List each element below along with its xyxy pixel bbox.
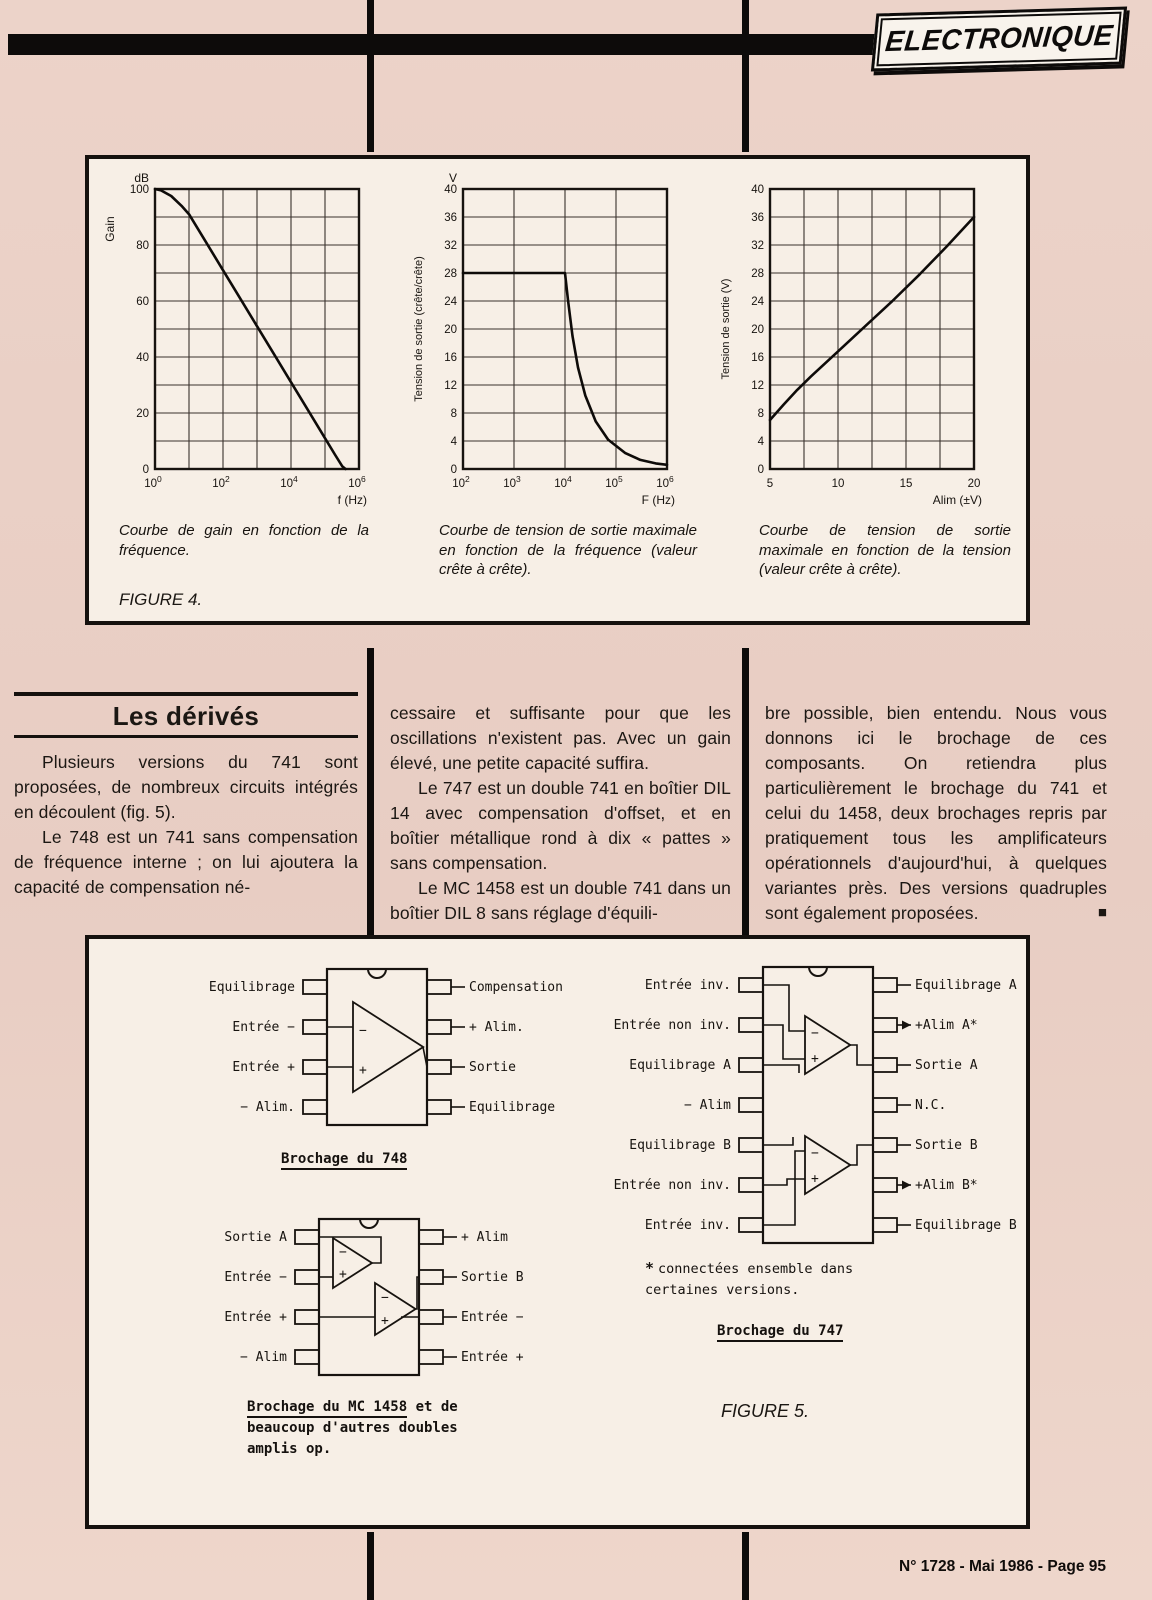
svg-text:+ Alim.: + Alim. (469, 1020, 524, 1035)
svg-text:Entrée +: Entrée + (232, 1060, 295, 1075)
svg-text:24: 24 (443, 296, 457, 308)
svg-text:20: 20 (751, 324, 764, 336)
svg-text:104: $10^4$ (280, 474, 298, 490)
svg-text:4: 4 (450, 436, 457, 448)
gain-vs-frequency-chart (101, 169, 401, 521)
svg-text:Entrée non inv.: Entrée non inv. (613, 1018, 731, 1033)
article-column-3 (765, 701, 1107, 926)
svg-text:20: 20 (443, 324, 457, 336)
svg-text:+: + (811, 1171, 819, 1187)
svg-text:16: 16 (443, 352, 457, 364)
svg-text:Entrée −: Entrée − (232, 1020, 295, 1035)
svg-text:24: 24 (751, 296, 764, 308)
svg-text:Equilibrage A: Equilibrage A (915, 978, 1017, 993)
magazine-logo-text: ELECTRONIQUE (883, 19, 1115, 58)
svg-text:10: 10 (831, 478, 845, 490)
svg-text:Tension de sortie (crête/crête: Tension de sortie (crête/crête) (412, 256, 425, 402)
svg-text:40: 40 (443, 184, 457, 196)
svg-text:Sortie B: Sortie B (461, 1270, 524, 1285)
svg-text:4: 4 (757, 436, 764, 448)
svg-text:104: $10^4$ (553, 474, 572, 490)
svg-text:Equilibrage: Equilibrage (208, 980, 295, 995)
svg-text:−: − (359, 1023, 367, 1039)
paragraph: Plusieurs versions du 741 sont proposées, de nombreux circuits intégrés en découlent (fig. 5). (14, 752, 358, 822)
svg-text:28: 28 (751, 268, 764, 280)
caption-748 (281, 1151, 407, 1167)
svg-text:Entrée inv.: Entrée inv. (644, 978, 731, 993)
svg-text:102: $10^2$ (212, 474, 230, 490)
caption-mc1458 (247, 1397, 483, 1460)
svg-text:Entrée +: Entrée + (461, 1350, 524, 1365)
svg-text:106: $10^6$ (655, 474, 674, 490)
caption-747-text: Brochage du 747 (717, 1323, 843, 1342)
svg-text:0: 0 (450, 464, 457, 476)
charts-row (89, 159, 1026, 521)
svg-text:+: + (381, 1313, 389, 1329)
svg-text:16: 16 (751, 352, 764, 364)
svg-text:Sortie A: Sortie A (915, 1058, 978, 1073)
svg-text:32: 32 (443, 240, 457, 252)
chart-caption-voltage-supply: Courbe de tension de sortie maximale en fonction de la tension (valeur crête à crête). (759, 522, 1011, 578)
article-end-mark: ■ (1097, 904, 1107, 921)
svg-text:+: + (811, 1051, 819, 1067)
svg-text:dB: dB (134, 171, 149, 185)
svg-text:106: $10^6$ (348, 474, 366, 490)
output-voltage-vs-frequency-chart (409, 169, 709, 521)
svg-text:−: − (381, 1290, 389, 1306)
svg-text:+Alim A*: +Alim A* (915, 1018, 978, 1033)
svg-text:−: − (339, 1245, 347, 1260)
svg-text:8: 8 (757, 408, 764, 420)
svg-text:+: + (339, 1267, 347, 1282)
chart-captions-row (89, 521, 1026, 580)
svg-text:+Alim B*: +Alim B* (915, 1178, 978, 1193)
chart-caption-gain: Courbe de gain en fonction de la fréquence. (119, 522, 369, 559)
figure5-label: FIGURE 5. (721, 1401, 810, 1421)
figure4-box (85, 155, 1030, 625)
svg-text:100: 100 (129, 184, 149, 196)
paragraph (765, 701, 1107, 926)
svg-text:0: 0 (142, 464, 149, 476)
svg-text:Entrée non inv.: Entrée non inv. (613, 1178, 731, 1193)
caption-748-text: Brochage du 748 (281, 1151, 407, 1170)
svg-text:105: $10^5$ (604, 474, 623, 490)
svg-text:Gain: Gain (103, 216, 117, 242)
column-rule (367, 648, 374, 935)
svg-text:Entrée inv.: Entrée inv. (644, 1218, 731, 1233)
svg-text:40: 40 (751, 184, 764, 196)
column-rule (367, 0, 374, 152)
paragraph: Le 747 est un double 741 en boîtier DIL 14 avec compensation d'offset, et en boîtier métallique rond à dix « pattes » sans compensation. (390, 778, 731, 873)
svg-text:Equilibrage: Equilibrage (469, 1100, 556, 1115)
svg-text:36: 36 (751, 212, 764, 224)
svg-text:−: − (811, 1025, 819, 1041)
svg-text:Compensation: Compensation (469, 980, 563, 995)
svg-text:−: − (811, 1145, 819, 1161)
svg-text:f (Hz): f (Hz) (337, 493, 367, 507)
svg-text:20: 20 (136, 408, 149, 420)
svg-text:12: 12 (443, 380, 457, 392)
svg-text:N.C.: N.C. (915, 1098, 947, 1113)
svg-text:+: + (359, 1063, 367, 1078)
svg-text:103: $10^3$ (502, 474, 521, 490)
svg-text:Entrée −: Entrée − (224, 1270, 287, 1285)
paragraph: Le 748 est un 741 sans compensation de fréquence interne ; on lui ajoutera la capacité de compensation né- (14, 827, 358, 897)
svg-text:28: 28 (443, 268, 457, 280)
column-rule (742, 648, 749, 935)
svg-text:− Alim: − Alim (684, 1098, 731, 1113)
caption-mc1458-main: Brochage du MC 1458 (247, 1399, 407, 1418)
section-heading-wrap (14, 692, 358, 738)
svg-text:60: 60 (136, 296, 149, 308)
svg-text:20: 20 (967, 478, 981, 490)
svg-text:15: 15 (899, 478, 913, 490)
svg-text:Sortie: Sortie (469, 1060, 516, 1075)
svg-text:12: 12 (751, 380, 764, 392)
svg-text:Entrée +: Entrée + (224, 1310, 287, 1325)
svg-text:5: 5 (766, 478, 774, 490)
article-column-1 (14, 692, 358, 900)
output-voltage-vs-supply-chart (716, 169, 1016, 521)
svg-text:F (Hz): F (Hz) (641, 493, 675, 507)
svg-text:Entrée −: Entrée − (461, 1310, 524, 1325)
paragraph-text: bre possible, bien entendu. Nous vous donnons ici le brochage de ces composants. On retiendra plus particulièrement le brochage du 741 et celui du 1458, deux brochages repris par pratiquement tous les amplificateurs opérationnels d'aujourd'hui, à quelques variantes près. Des versions quadruples sont également proposées. (765, 703, 1107, 923)
svg-text:Sortie B: Sortie B (915, 1138, 978, 1153)
chart-caption-voltage-frequency: Courbe de tension de sortie maximale en fonction de la fréquence (valeur crête à crête). (439, 522, 697, 578)
pinout-747-diagram (577, 957, 1027, 1287)
figure5-box (85, 935, 1030, 1529)
svg-text:40: 40 (136, 352, 149, 364)
column-rule (742, 0, 749, 152)
svg-text:+ Alim: + Alim (461, 1230, 508, 1245)
asterisk-mark: * (645, 1259, 655, 1277)
svg-text:Equilibrage B: Equilibrage B (629, 1138, 731, 1153)
pinout-748-diagram (155, 955, 585, 1155)
svg-text:102: $10^2$ (451, 474, 470, 490)
section-heading: Les dérivés (112, 701, 260, 731)
article-column-2 (390, 701, 731, 926)
magazine-logo (871, 7, 1127, 72)
paragraph: Le MC 1458 est un double 741 dans un boîtier DIL 8 sans réglage d'équili- (390, 878, 731, 923)
note-747 (645, 1257, 877, 1300)
svg-text:Sortie A: Sortie A (224, 1230, 287, 1245)
svg-text:100: $10^0$ (144, 474, 162, 490)
svg-text:80: 80 (136, 240, 149, 252)
svg-text:Equilibrage B: Equilibrage B (915, 1218, 1017, 1233)
svg-text:V: V (448, 171, 457, 185)
caption-mc1458-rest: et de beaucoup d'autres doubles amplis op. (247, 1399, 458, 1457)
note-747-text: connectées ensemble dans certaines versions. (645, 1261, 854, 1298)
page-footer: N° 1728 - Mai 1986 - Page 95 (899, 1558, 1106, 1575)
pinout-mc1458-diagram (147, 1205, 577, 1405)
svg-text:32: 32 (751, 240, 764, 252)
svg-text:− Alim.: − Alim. (240, 1100, 295, 1115)
caption-747 (717, 1323, 843, 1339)
svg-text:− Alim: − Alim (240, 1350, 287, 1365)
svg-text:Tension de sortie (V): Tension de sortie (V) (720, 278, 732, 380)
svg-text:8: 8 (450, 408, 457, 420)
column-rule (367, 1532, 374, 1600)
svg-text:Equilibrage A: Equilibrage A (629, 1058, 731, 1073)
svg-text:0: 0 (757, 464, 764, 476)
figure4-label: FIGURE 4. (119, 589, 203, 609)
column-rule (742, 1532, 749, 1600)
svg-text:Alim (±V): Alim (±V) (932, 493, 982, 507)
paragraph: cessaire et suffisante pour que les oscillations n'existent pas. Avec un gain élevé, une petite capacité suffira. (390, 703, 731, 773)
svg-text:36: 36 (443, 212, 457, 224)
